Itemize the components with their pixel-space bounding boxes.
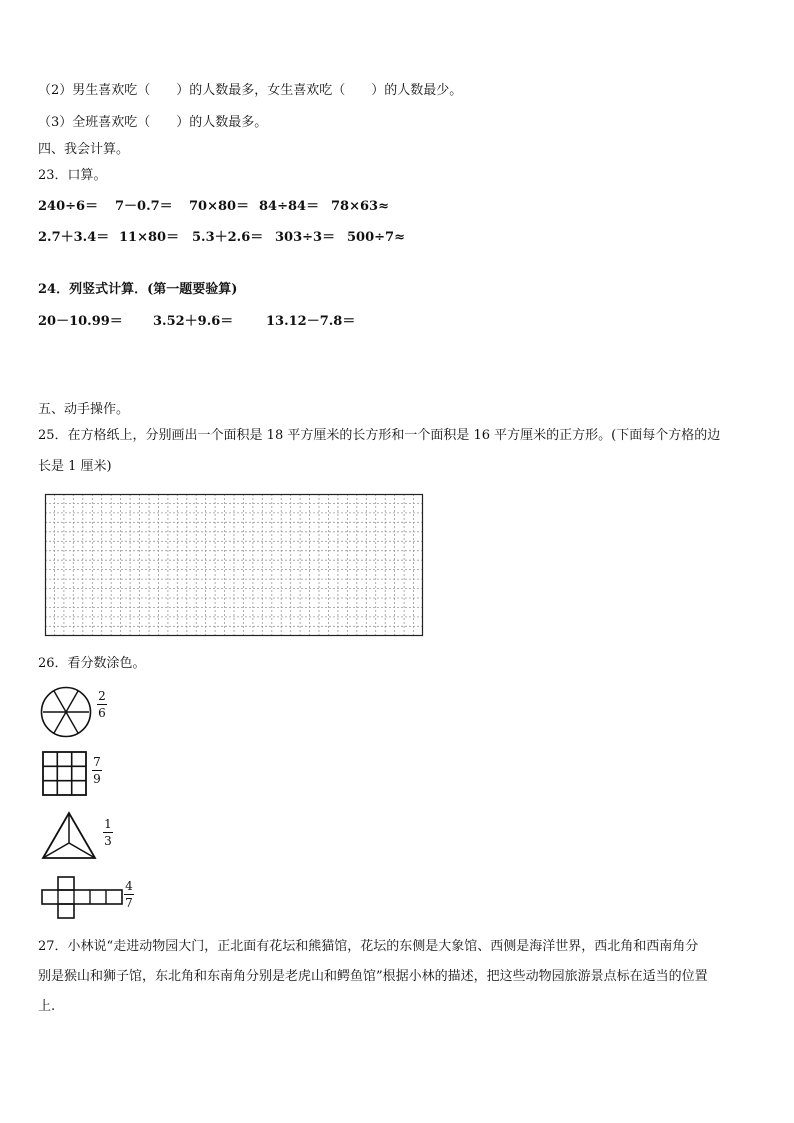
q24-item: 13.12－7.8＝ <box>266 314 356 329</box>
q24-row <box>38 314 355 330</box>
q25-line-2: 长是 1 厘米) <box>38 459 112 474</box>
fraction-numerator: 4 <box>125 879 133 893</box>
fraction-bar <box>103 832 113 833</box>
circle-six-sectors[interactable] <box>40 686 92 738</box>
q23-item: 70×80＝ <box>189 199 250 214</box>
fraction-bar <box>92 770 102 771</box>
q24-item: 3.52＋9.6＝ <box>153 314 234 329</box>
q25-line-1: 25．在方格纸上，分别画出一个面积是 18 平方厘米的长方形和一个面积是 16 平方厘米的正方形。(下面每个方格的边 <box>38 428 721 443</box>
fraction-1-3 <box>103 817 113 848</box>
fraction-bar <box>97 704 107 705</box>
q24-item: 20－10.99＝ <box>38 314 123 329</box>
fraction-denominator: 3 <box>104 834 112 848</box>
q27-line-2: 别是猴山和狮子馆，东北角和东南角分别是老虎山和鳄鱼馆”根据小林的描述，把这些动物园旅游景点标在适当的位置 <box>38 969 708 984</box>
q23-item: 78×63≈ <box>331 199 389 214</box>
cube-net-seven-squares[interactable] <box>41 876 123 919</box>
q22-line-2: （2）男生喜欢吃（ ）的人数最多，女生喜欢吃（ ）的人数最少。 <box>38 83 463 98</box>
fraction-4-7 <box>124 879 134 910</box>
q23-item: 7－0.7＝ <box>115 199 173 214</box>
fraction-numerator: 2 <box>98 689 106 703</box>
fraction-numerator: 1 <box>104 817 112 831</box>
q23-item: 11×80＝ <box>119 230 180 245</box>
q23-row-2 <box>38 230 405 246</box>
grid-paper[interactable] <box>45 494 423 636</box>
fraction-denominator: 6 <box>98 706 106 720</box>
section-4-title: 四、我会计算。 <box>38 142 130 157</box>
q23-item: 5.3＋2.6＝ <box>192 230 264 245</box>
fraction-2-6 <box>97 689 107 720</box>
q22-line-3: （3）全班喜欢吃（ ）的人数最多。 <box>38 115 268 130</box>
fraction-7-9 <box>92 755 102 786</box>
q23-title: 23．口算。 <box>38 168 107 183</box>
q23-item: 240÷6＝ <box>38 199 99 214</box>
q23-item: 500÷7≈ <box>347 230 405 245</box>
q23-item: 303÷3＝ <box>275 230 336 245</box>
q23-item: 84÷84＝ <box>259 199 320 214</box>
q23-item: 2.7＋3.4＝ <box>38 230 110 245</box>
q23-row-1 <box>38 199 389 215</box>
fraction-numerator: 7 <box>93 755 101 769</box>
q26-title: 26．看分数涂色。 <box>38 656 146 671</box>
section-5-title: 五、动手操作。 <box>38 402 130 417</box>
triangle-three-parts[interactable] <box>41 811 97 860</box>
q27-line-3: 上. <box>38 999 56 1014</box>
q27-line-1: 27．小林说“走进动物园大门，正北面有花坛和熊猫馆，花坛的东侧是大象馆、西侧是海洋世界，西北角和西南角分 <box>38 939 699 954</box>
square-nine-cells[interactable] <box>42 751 87 796</box>
fraction-denominator: 7 <box>125 896 133 910</box>
fraction-bar <box>124 894 134 895</box>
q24-title: 24．列竖式计算．(第一题要验算) <box>38 282 238 297</box>
fraction-denominator: 9 <box>93 772 101 786</box>
